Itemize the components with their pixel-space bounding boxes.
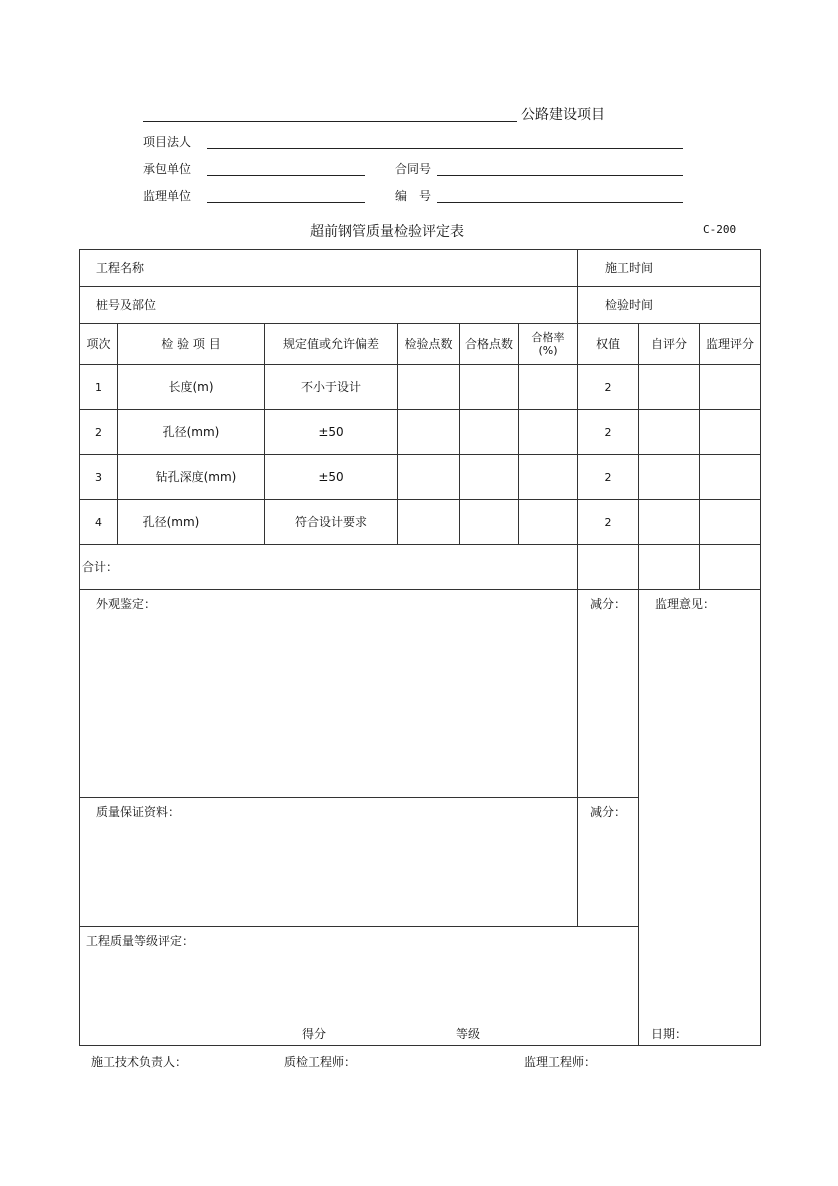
row-item <box>117 364 265 410</box>
row-weight <box>577 454 639 500</box>
project-name-line[interactable] <box>143 121 517 122</box>
total-label: 合计： <box>82 559 119 574</box>
supervisor-label: 监理单位 <box>143 189 192 203</box>
number-line[interactable] <box>437 202 683 203</box>
construction-time-label: 施工时间 <box>605 260 654 275</box>
row-self-score[interactable] <box>638 364 700 410</box>
total-weight-cell[interactable] <box>577 544 639 590</box>
project-suffix: 公路建设项目 <box>521 107 605 123</box>
column-header-supervisor-score-text: 监理评分 <box>705 336 754 351</box>
grade-cell[interactable] <box>79 926 639 1046</box>
row-spec-text: ±50 <box>318 424 344 439</box>
row-pass-rate[interactable] <box>518 409 578 455</box>
score-label: 得分 <box>302 1027 327 1041</box>
owner-line[interactable] <box>207 148 683 149</box>
row-item-text: 孔径(mm) <box>162 424 220 439</box>
row-no <box>79 454 118 500</box>
row-no-text: 4 <box>95 515 102 529</box>
column-header-no <box>79 323 118 365</box>
row-item <box>117 409 265 455</box>
row-pass-rate[interactable] <box>518 499 578 545</box>
row-pass-rate[interactable] <box>518 454 578 500</box>
row-item <box>117 454 265 500</box>
column-header-inspected-points <box>397 323 460 365</box>
row-item-text: 长度(m) <box>168 379 214 394</box>
column-header-item-text: 检 验 项 目 <box>161 336 221 351</box>
total-cell <box>79 544 578 590</box>
form-code: C-200 <box>703 223 737 236</box>
column-header-passed-points <box>459 323 519 365</box>
appearance-label: 外观鉴定： <box>96 597 157 611</box>
column-header-spec-text: 规定值或允许偏差 <box>282 336 379 351</box>
row-no <box>79 364 118 410</box>
column-header-weight-text: 权值 <box>595 336 620 351</box>
row-weight <box>577 409 639 455</box>
row-no-text: 2 <box>95 425 102 439</box>
row-weight-text: 2 <box>604 515 612 529</box>
row-weight-text: 2 <box>604 425 612 439</box>
row-spec <box>264 364 398 410</box>
row-spec-text: 符合设计要求 <box>294 514 367 529</box>
grade-label: 工程质量等级评定： <box>86 934 195 948</box>
tech-lead-label: 施工技术负责人： <box>91 1055 188 1069</box>
contract-no-line[interactable] <box>437 175 683 176</box>
contract-no-label: 合同号 <box>395 162 432 176</box>
column-header-inspected-points-text: 检验点数 <box>404 336 453 351</box>
inspection-time-cell[interactable] <box>577 286 761 324</box>
row-item-text: 钻孔深度(mm) <box>155 469 237 484</box>
row-spec-text: ±50 <box>318 469 344 484</box>
row-inspected-points[interactable] <box>397 364 460 410</box>
column-header-weight <box>577 323 639 365</box>
row-self-score[interactable] <box>638 454 700 500</box>
station-label: 桩号及部位 <box>96 297 157 312</box>
row-item-text: 孔径(mm) <box>142 514 200 529</box>
row-supervisor-score[interactable] <box>699 409 761 455</box>
deduction2-label: 减分： <box>590 805 627 819</box>
total-self-score-cell[interactable] <box>638 544 700 590</box>
supervisor-opinion-cell[interactable] <box>638 589 761 1046</box>
supervising-engineer-label: 监理工程师： <box>524 1055 597 1069</box>
row-spec <box>264 499 398 545</box>
contractor-label: 承包单位 <box>143 162 192 176</box>
column-header-passed-points-text: 合格点数 <box>464 336 513 351</box>
project-name-cell[interactable] <box>79 249 578 287</box>
column-header-no-text: 项次 <box>86 336 111 351</box>
row-inspected-points[interactable] <box>397 499 460 545</box>
row-inspected-points[interactable] <box>397 454 460 500</box>
inspection-time-label: 检验时间 <box>605 297 654 312</box>
supervisor-opinion-label: 监理意见： <box>655 597 716 611</box>
row-passed-points[interactable] <box>459 364 519 410</box>
column-header-spec <box>264 323 398 365</box>
date-label: 日期： <box>651 1027 688 1041</box>
row-no <box>79 499 118 545</box>
row-passed-points[interactable] <box>459 499 519 545</box>
deduction-label: 减分： <box>590 597 627 611</box>
column-header-pass-rate <box>518 323 578 365</box>
row-no-text: 3 <box>95 470 102 484</box>
number-label: 编 号 <box>395 189 432 203</box>
row-weight-text: 2 <box>604 380 612 394</box>
row-item <box>117 499 265 545</box>
level-label: 等级 <box>456 1027 481 1041</box>
row-self-score[interactable] <box>638 499 700 545</box>
station-cell[interactable] <box>79 286 578 324</box>
row-no <box>79 409 118 455</box>
column-header-self-score-text: 自评分 <box>650 336 687 351</box>
contractor-line[interactable] <box>207 175 365 176</box>
row-spec <box>264 454 398 500</box>
column-header-self-score <box>638 323 700 365</box>
column-header-item <box>117 323 265 365</box>
appearance-cell[interactable] <box>79 589 578 798</box>
row-supervisor-score[interactable] <box>699 499 761 545</box>
project-name-label: 工程名称 <box>96 260 145 275</box>
quality-docs-label: 质量保证资料： <box>96 805 181 819</box>
form-title: 超前钢管质量检验评定表 <box>310 224 464 240</box>
row-inspected-points[interactable] <box>397 409 460 455</box>
quality-docs-cell[interactable] <box>79 797 578 927</box>
qc-engineer-label: 质检工程师： <box>284 1055 357 1069</box>
row-spec <box>264 409 398 455</box>
supervisor-line[interactable] <box>207 202 365 203</box>
row-spec-text: 不小于设计 <box>300 379 361 394</box>
owner-label: 项目法人 <box>143 135 192 149</box>
row-passed-points[interactable] <box>459 409 519 455</box>
total-supervisor-score-cell[interactable] <box>699 544 761 590</box>
construction-time-cell[interactable] <box>577 249 761 287</box>
deduction2-cell[interactable] <box>577 797 639 927</box>
row-supervisor-score[interactable] <box>699 364 761 410</box>
row-supervisor-score[interactable] <box>699 454 761 500</box>
row-self-score[interactable] <box>638 409 700 455</box>
row-pass-rate[interactable] <box>518 364 578 410</box>
column-header-pass-rate-text: 合格率(%) <box>531 331 565 357</box>
row-no-text: 1 <box>95 380 102 394</box>
column-header-supervisor-score <box>699 323 761 365</box>
row-weight <box>577 499 639 545</box>
row-weight <box>577 364 639 410</box>
row-passed-points[interactable] <box>459 454 519 500</box>
row-weight-text: 2 <box>604 470 612 484</box>
